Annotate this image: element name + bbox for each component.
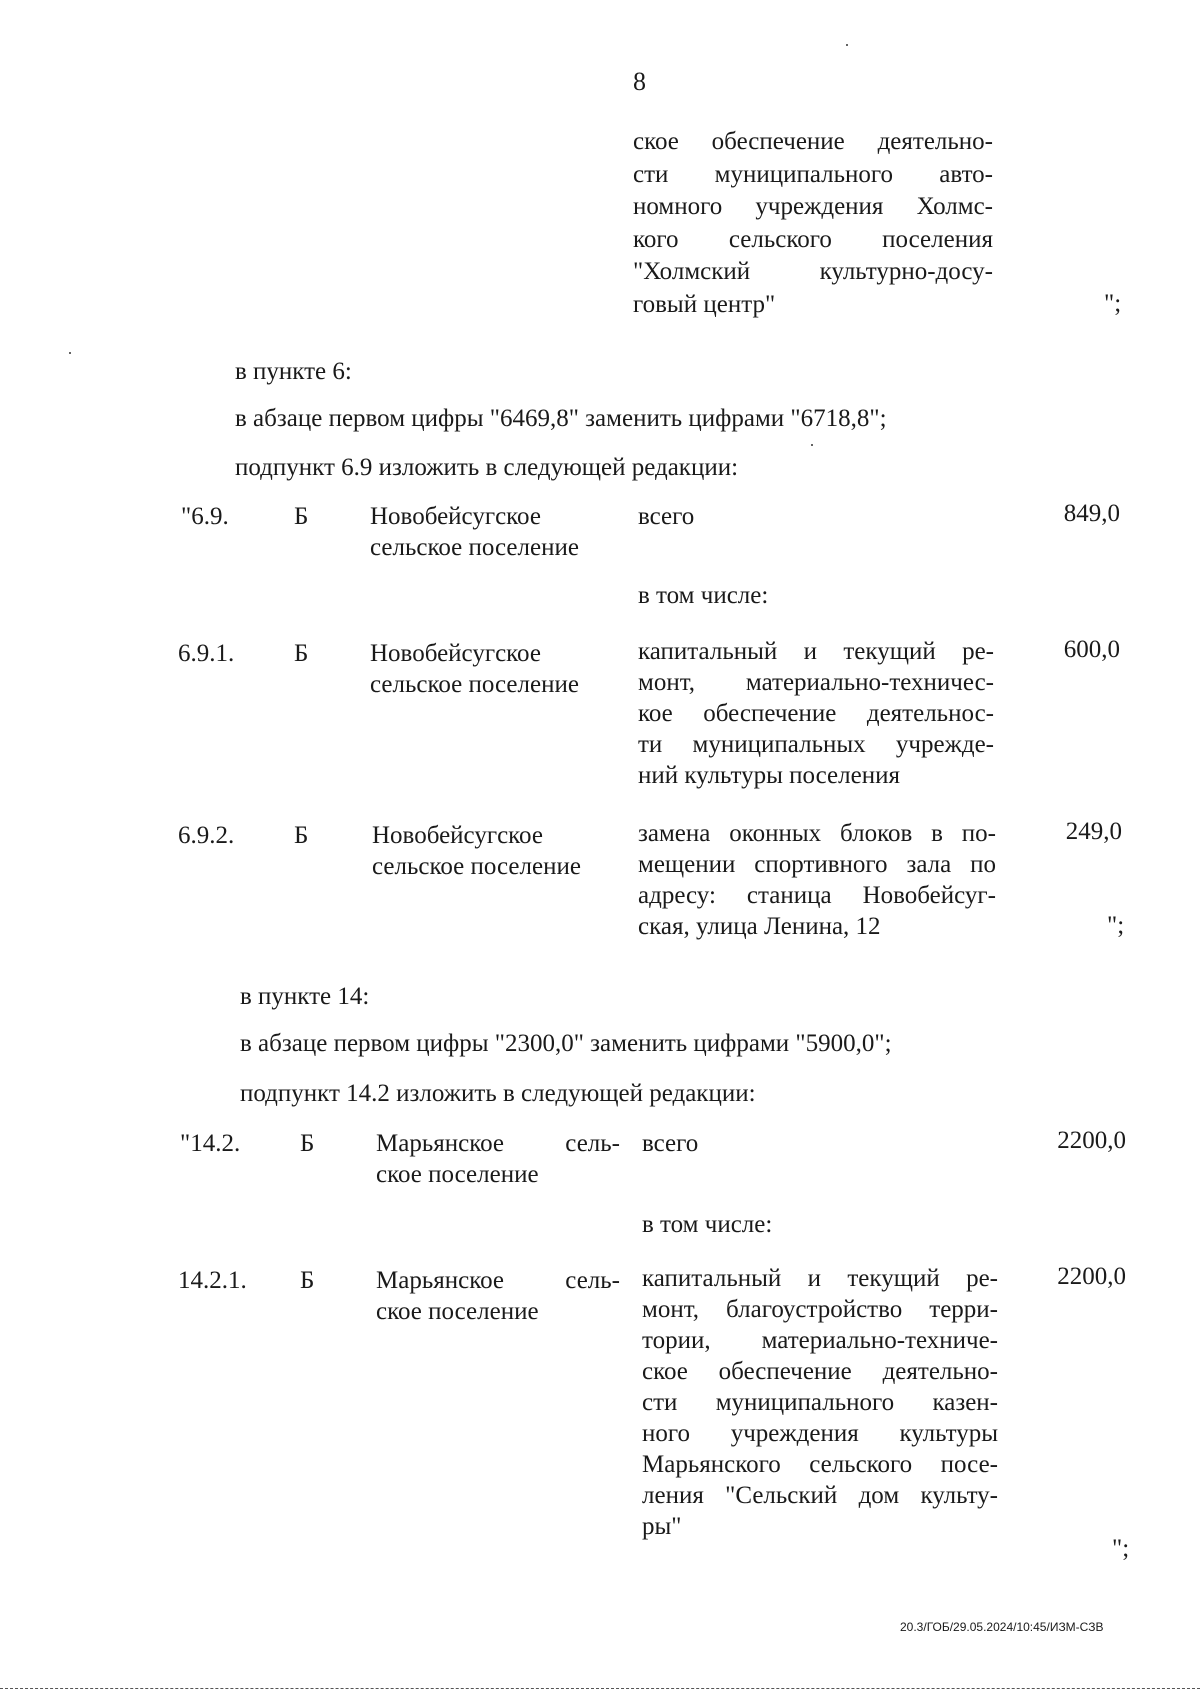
continuation-line: говый центр" [633,290,776,318]
settlement-line: сельское поселение [370,534,579,561]
scan-speck [69,352,71,354]
row-number: 6.9.2. [178,822,235,849]
continuation-line: "Холмский культурно-досу- [633,258,993,285]
description-line: ская, улица Ленина, 12 [638,913,881,940]
description-line: капитальный и текущий ре- [642,1265,998,1292]
description-line: замена оконных блоков в по- [638,820,996,847]
row-amount: 600,0 [1063,636,1120,663]
row-number: 14.2.1. [178,1267,247,1294]
row-amount: 849,0 [1063,500,1120,527]
description-line: монт, благоустройство терри- [642,1296,998,1323]
continuation-line: кого сельского поселения [633,225,993,253]
row-settlement [376,1128,620,1190]
section-6-heading: в пункте 6: [235,358,352,385]
description-line: мещении спортивного зала по [638,851,996,878]
row-amount: 249,0 [1065,818,1122,845]
settlement-line: сельское поселение [372,853,581,880]
description-line: монт, материально-техничес- [638,669,994,696]
settlement-line: Марьянское сель- [376,1267,620,1294]
row-description [638,636,994,791]
subtotal-label [638,580,768,611]
description-line: ти муниципальных учрежде- [638,731,994,758]
row-description [638,818,996,942]
continuation-line: номного учреждения Холмс- [633,193,993,220]
description-line: кое обеспечение деятельнос- [638,700,994,727]
row-number: "6.9. [181,503,229,530]
description-line: ления "Сельский дом культу- [642,1482,998,1509]
row-amount: 2200,0 [1057,1127,1126,1154]
closing-quote: "; [1104,290,1122,317]
section-6-paragraph-1: в абзаце первом цифры "6469,8" заменить цифрами "6718,8"; [235,405,887,432]
description-line: сти муниципального казен- [642,1389,998,1416]
settlement-line: ское поселение [376,1298,539,1325]
row-settlement [372,820,581,882]
continuation-line: ское обеспечение деятельно- [633,128,993,155]
description-line: всего [642,1130,699,1157]
section-6-paragraph-2: подпункт 6.9 изложить в следующей редакции: [235,454,739,481]
row-category: Б [294,822,309,849]
description-line: капитальный и текущий ре- [638,638,994,665]
section-14-paragraph-1: в абзаце первом цифры "2300,0" заменить цифрами "5900,0"; [240,1030,892,1057]
row-description [642,1128,698,1159]
document-footer-code: 20.3/ГОБ/29.05.2024/10:45/ИЗМ-СЗВ [900,1620,1104,1634]
row-description [638,501,694,532]
description-line: ское обеспечение деятельно- [642,1358,998,1385]
scan-speck [811,444,813,446]
row-settlement [370,638,579,700]
row-description [642,1263,998,1542]
description-line: адресу: станица Новобейсуг- [638,882,996,909]
subtotal-text: в том числе: [638,582,769,609]
row-settlement [370,501,579,563]
continuation-text [633,126,993,321]
description-line: тории, материально-техниче- [642,1327,998,1354]
settlement-line: Новобейсугское [370,503,541,530]
row-category: Б [300,1130,315,1157]
section-14-paragraph-2: подпункт 14.2 изложить в следующей редакции: [240,1080,756,1107]
continuation-line: сти муниципального авто- [633,160,993,188]
closing-quote: "; [1112,1535,1130,1562]
settlement-line: Новобейсугское [370,640,541,667]
scan-speck [846,44,848,46]
closing-quote: "; [1107,912,1125,939]
row-category: Б [300,1267,315,1294]
settlement-line: Марьянское сель- [376,1130,620,1157]
row-number: 6.9.1. [178,640,235,667]
scan-edge-line [0,1688,1200,1689]
page-number: 8 [633,67,646,96]
description-line: ного учреждения культуры [642,1420,998,1447]
settlement-line: сельское поселение [370,671,579,698]
subtotal-text: в том числе: [642,1211,773,1238]
row-settlement [376,1265,620,1327]
section-14-heading: в пункте 14: [240,983,370,1010]
row-number: "14.2. [180,1130,241,1157]
settlement-line: ское поселение [376,1161,539,1188]
row-amount: 2200,0 [1057,1263,1126,1290]
row-category: Б [294,640,309,667]
description-line: ний культуры поселения [638,762,900,789]
description-line: ры" [642,1513,682,1540]
settlement-line: Новобейсугское [372,822,543,849]
subtotal-label [642,1209,772,1240]
description-line: Марьянского сельского посе- [642,1451,998,1478]
description-line: всего [638,503,695,530]
row-category: Б [294,503,309,530]
